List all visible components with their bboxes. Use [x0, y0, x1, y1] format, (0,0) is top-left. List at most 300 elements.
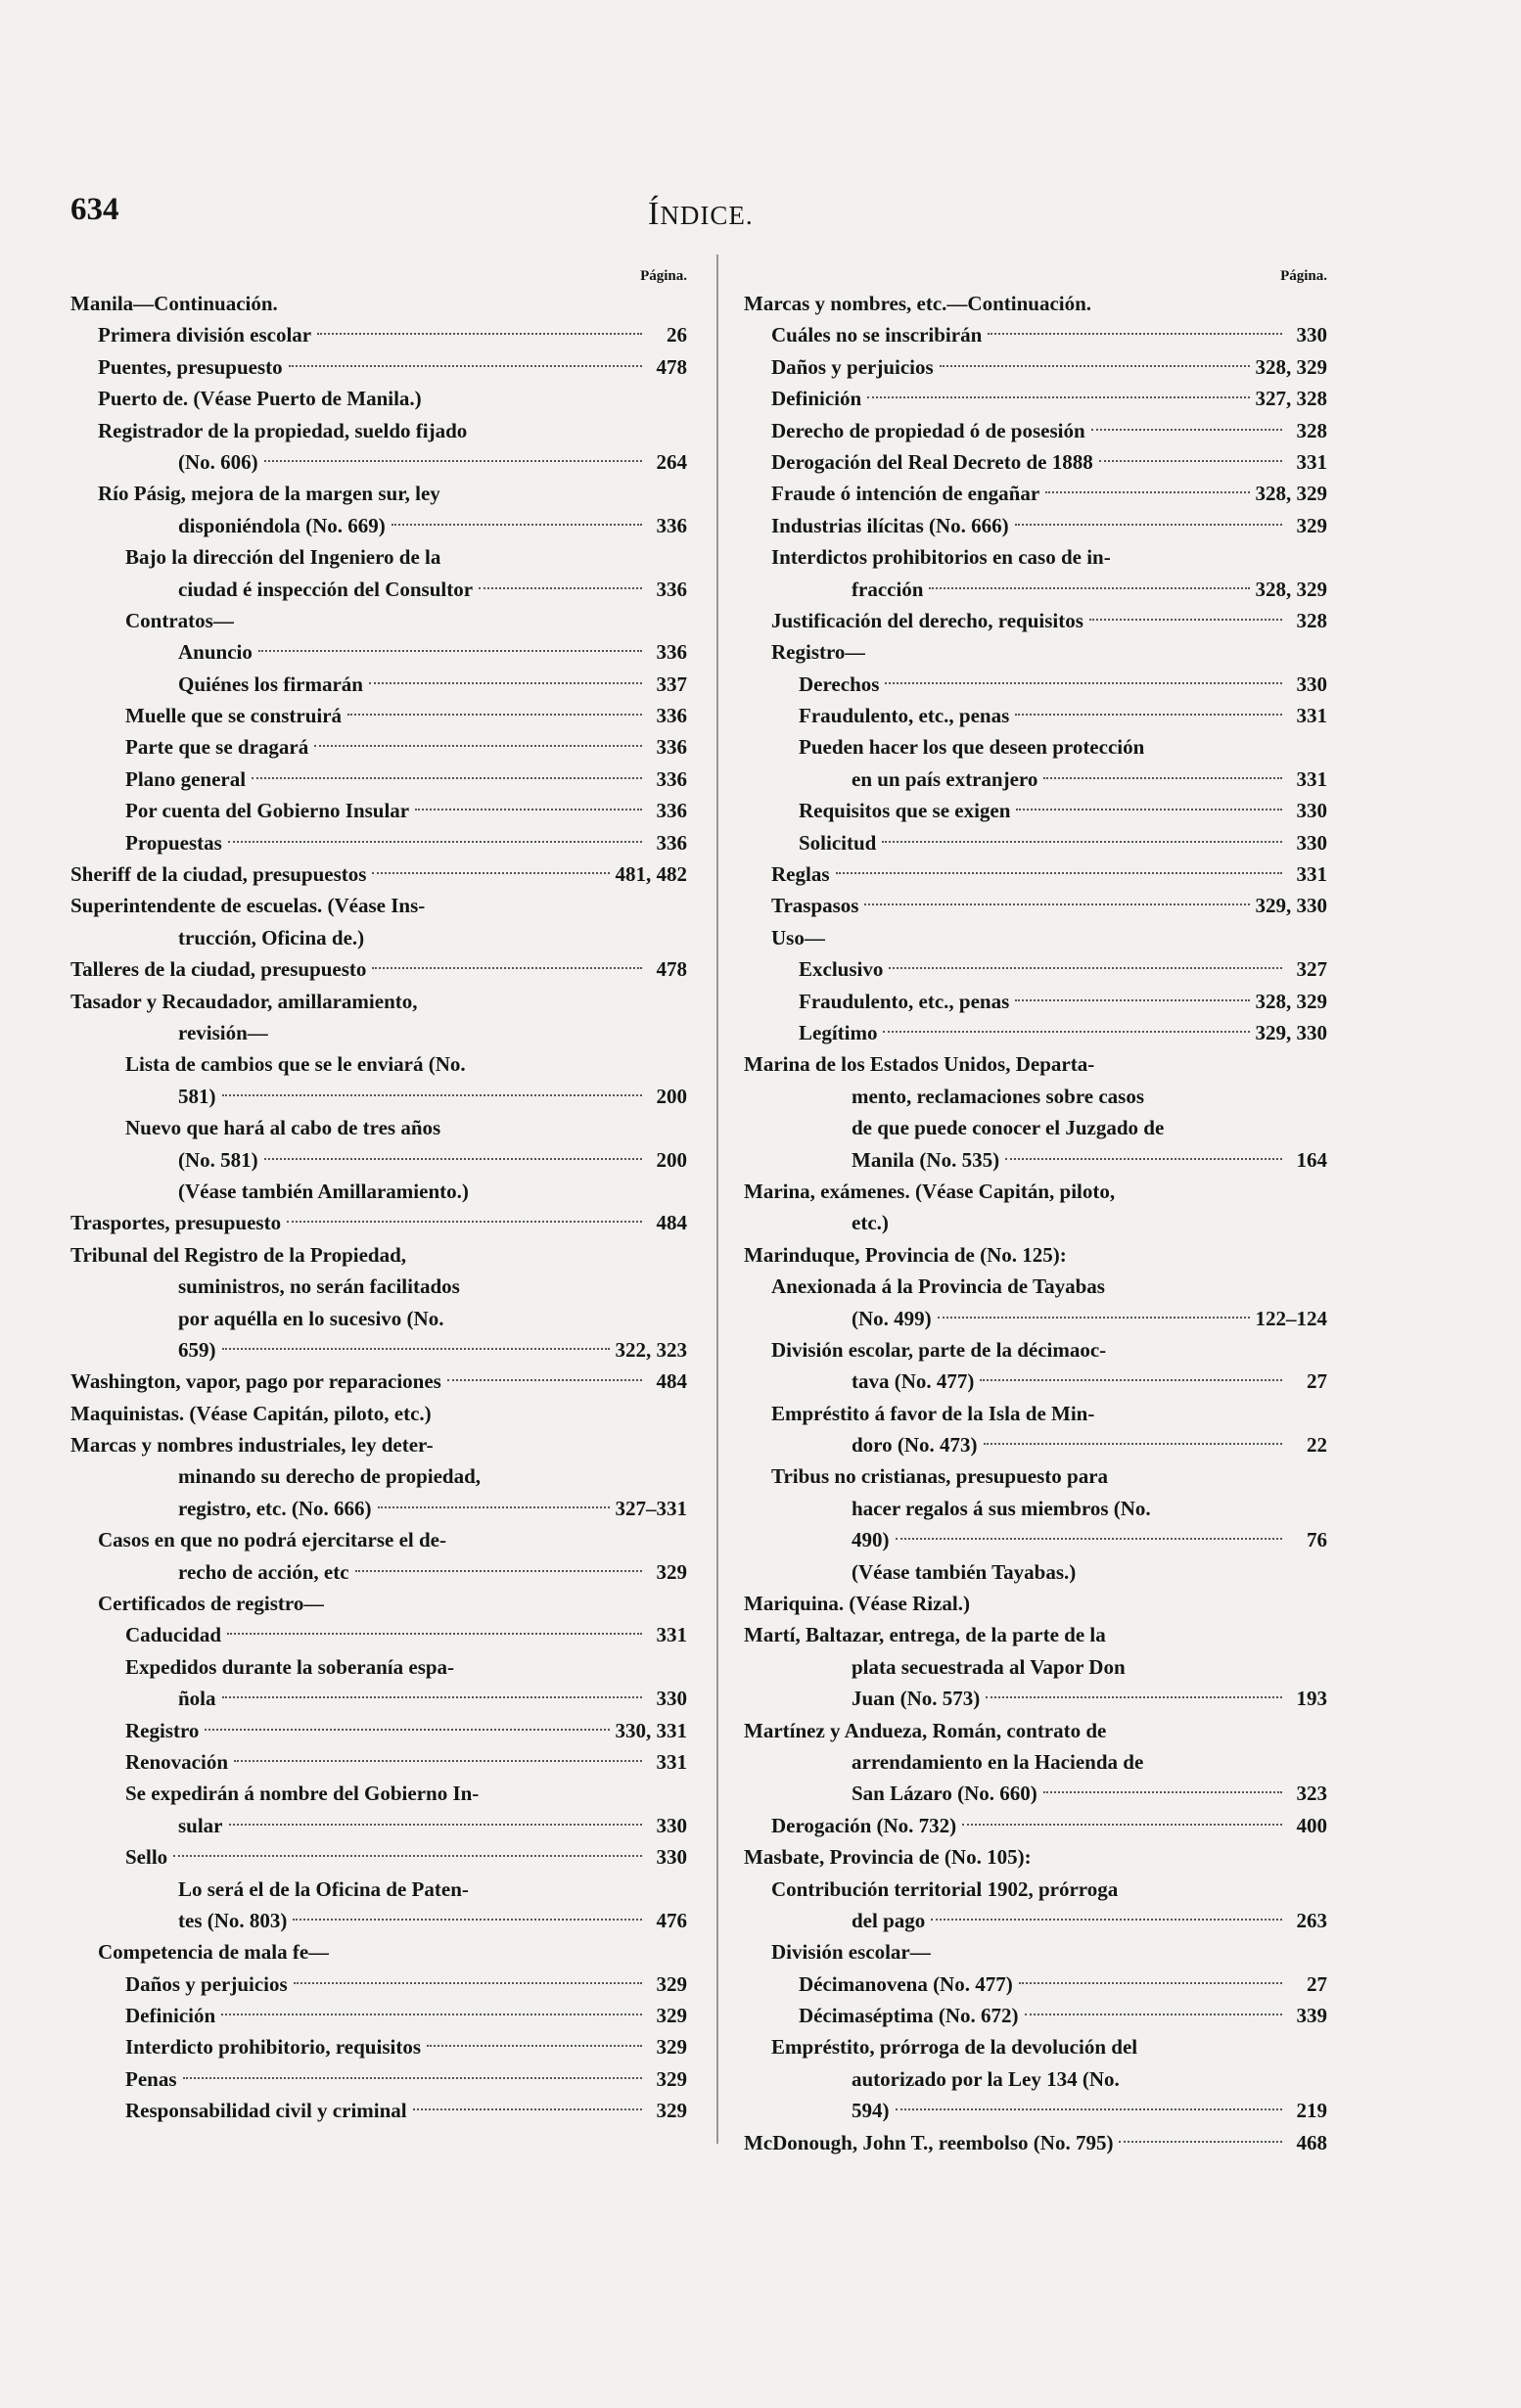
- entry-text: (No. 499): [852, 1306, 932, 1330]
- entry-text: Puentes, presupuesto: [98, 354, 283, 379]
- entry-text: Tribunal del Registro de la Propiedad,: [70, 1242, 407, 1267]
- index-entry: [744, 1841, 1327, 1873]
- index-entry: [70, 1841, 687, 1873]
- left-index-column: [70, 264, 687, 2127]
- index-entry: [70, 1207, 687, 1238]
- dot-leader: [392, 524, 642, 526]
- index-entry: [744, 2000, 1327, 2031]
- entry-page: 484: [656, 1369, 687, 1394]
- title-rest: NDICE.: [660, 201, 754, 230]
- entry-page: 331: [1296, 862, 1327, 887]
- index-entry: [744, 1905, 1327, 1936]
- index-entry: [744, 1683, 1327, 1714]
- entry-text: Lo será el de la Oficina de Paten-: [178, 1876, 469, 1901]
- entry-page: 336: [656, 577, 687, 601]
- entry-text: (No. 606): [178, 449, 258, 474]
- entry-text: trucción, Oficina de.): [178, 925, 365, 949]
- index-entry: [70, 510, 687, 541]
- entry-text: etc.): [852, 1211, 889, 1235]
- entry-text: 490): [852, 1528, 890, 1552]
- dot-leader: [347, 714, 642, 716]
- entry-page: 339: [1296, 2004, 1327, 2028]
- dot-leader: [940, 365, 1250, 367]
- index-entry: [744, 731, 1327, 763]
- index-entry: [744, 1619, 1327, 1650]
- dot-leader: [413, 2108, 642, 2110]
- index-entry: [744, 541, 1327, 573]
- index-entry: [70, 764, 687, 795]
- index-entry: [70, 1588, 687, 1619]
- index-entry: [70, 1081, 687, 1112]
- dot-leader: [1015, 524, 1282, 526]
- dot-leader: [882, 841, 1282, 843]
- index-entry: [70, 1366, 687, 1397]
- column-header-pagina: Página.: [640, 268, 687, 284]
- index-entry: [744, 1048, 1327, 1080]
- entry-text: Derogación del Real Decreto de 1888: [771, 449, 1093, 474]
- index-entry: [70, 731, 687, 763]
- dot-leader: [221, 2014, 642, 2015]
- index-entry: [744, 1144, 1327, 1176]
- entry-page: 27: [1307, 1369, 1327, 1394]
- entry-text: Renovación: [125, 1749, 228, 1774]
- entry-page: 478: [656, 354, 687, 379]
- entry-page: 329: [656, 2066, 687, 2091]
- index-entry: [70, 795, 687, 826]
- entry-page: 331: [1296, 449, 1327, 474]
- entry-page: 329: [656, 2004, 687, 2028]
- entry-text: Trasportes, presupuesto: [70, 1211, 282, 1235]
- dot-leader: [222, 1094, 643, 1096]
- index-entry: [70, 1271, 687, 1302]
- index-entry: [70, 1715, 687, 1746]
- entry-text: Cuáles no se inscribirán: [771, 323, 983, 347]
- index-entry: [744, 478, 1327, 509]
- index-entry: [744, 764, 1327, 795]
- dot-leader: [867, 396, 1249, 398]
- index-entry: [70, 1778, 687, 1809]
- entry-text: Washington, vapor, pago por reparaciones: [70, 1369, 441, 1394]
- dot-leader: [264, 1158, 642, 1160]
- entry-page: 329: [656, 1971, 687, 1996]
- index-entry: [744, 1398, 1327, 1429]
- index-entry: [744, 351, 1327, 383]
- dot-leader: [294, 1982, 642, 1984]
- entry-text: tava (No. 477): [852, 1369, 975, 1394]
- entry-page: 468: [1296, 2130, 1327, 2154]
- index-entry: [70, 953, 687, 985]
- entry-page: 330: [656, 1687, 687, 1711]
- dot-leader: [883, 1031, 1249, 1033]
- entry-text: Lista de cambios que se le enviará (No.: [125, 1052, 466, 1077]
- entry-page: 478: [656, 957, 687, 982]
- entry-text: sular: [178, 1813, 223, 1837]
- entry-text: Fraude ó intención de engañar: [771, 482, 1040, 506]
- dot-leader: [222, 1348, 610, 1350]
- index-entry: [744, 1017, 1327, 1048]
- entry-text: Masbate, Provincia de (No. 105):: [744, 1845, 1032, 1870]
- index-entry: [70, 700, 687, 731]
- entry-text: arrendamiento en la Hacienda de: [852, 1749, 1144, 1774]
- entry-text: Décimanovena (No. 477): [799, 1971, 1013, 1996]
- entry-text: Contribución territorial 1902, prórroga: [771, 1876, 1119, 1901]
- index-entry: [744, 1936, 1327, 1968]
- page-number: 634: [70, 192, 119, 227]
- entry-page: 481, 482: [615, 862, 687, 887]
- index-entry: [70, 1493, 687, 1524]
- index-entry: [744, 1176, 1327, 1207]
- entry-text: Martínez y Andueza, Román, contrato de: [744, 1718, 1107, 1742]
- dot-leader: [1015, 999, 1249, 1001]
- entry-page: 330, 331: [615, 1718, 687, 1742]
- index-entry: [744, 1746, 1327, 1778]
- index-entry: [744, 2127, 1327, 2158]
- entry-page: 327, 328: [1255, 387, 1327, 411]
- dot-leader: [1019, 1982, 1282, 1984]
- entry-text: ciudad é inspección del Consultor: [178, 577, 474, 601]
- entry-page: 22: [1307, 1433, 1327, 1458]
- entry-page: 323: [1296, 1782, 1327, 1806]
- dot-leader: [1043, 1791, 1282, 1793]
- entry-text: Nuevo que hará al cabo de tres años: [125, 1116, 441, 1140]
- dot-leader: [252, 777, 642, 779]
- index-entry: [70, 1144, 687, 1176]
- index-entry: [744, 383, 1327, 414]
- dot-leader: [229, 1824, 642, 1826]
- entry-text: autorizado por la Ley 134 (No.: [852, 2066, 1120, 2091]
- index-entry: [70, 2063, 687, 2095]
- dot-leader: [931, 1919, 1282, 1921]
- index-entry: [744, 1651, 1327, 1683]
- entry-text: Requisitos que se exigen: [799, 799, 1011, 823]
- entry-text: Propuestas: [125, 830, 222, 855]
- index-entry: [70, 351, 687, 383]
- entry-text: Contratos—: [125, 608, 234, 632]
- dot-leader: [1025, 2014, 1282, 2015]
- index-entry: [744, 574, 1327, 605]
- entry-page: 336: [656, 513, 687, 537]
- entry-text: Anexionada á la Provincia de Tayabas: [771, 1274, 1105, 1299]
- page-header: [70, 192, 1294, 241]
- index-entry: [744, 446, 1327, 478]
- entry-page: 322, 323: [615, 1337, 687, 1362]
- entry-text: Primera división escolar: [98, 323, 312, 347]
- entry-page: 330: [1296, 830, 1327, 855]
- entry-page: 400: [1296, 1813, 1327, 1837]
- index-entry: [70, 1017, 687, 1048]
- index-entry: [70, 1303, 687, 1334]
- dot-leader: [1005, 1158, 1282, 1160]
- entry-page: 331: [1296, 766, 1327, 791]
- dot-leader: [929, 587, 1249, 589]
- entry-text: Bajo la dirección del Ingeniero de la: [125, 545, 441, 570]
- entry-text: minando su derecho de propiedad,: [178, 1464, 482, 1489]
- entry-text: Registrador de la propiedad, sueldo fijado: [98, 418, 468, 442]
- entry-text: Marinduque, Provincia de (No. 125):: [744, 1242, 1067, 1267]
- entry-page: 329: [656, 2099, 687, 2123]
- entry-page: 27: [1307, 1971, 1327, 1996]
- entry-page: 219: [1296, 2099, 1327, 2123]
- entry-page: 76: [1307, 1528, 1327, 1552]
- dot-leader: [447, 1379, 642, 1381]
- entry-page: 200: [656, 1147, 687, 1172]
- dot-leader: [1016, 809, 1282, 810]
- page-title: [648, 196, 754, 233]
- entry-page: 329: [656, 2035, 687, 2060]
- entry-text: Manila—Continuación.: [70, 292, 278, 315]
- entry-text: ñola: [178, 1687, 216, 1711]
- index-entry: [744, 700, 1327, 731]
- index-entry: [70, 1651, 687, 1683]
- entry-text: Marcas y nombres industriales, ley deter-: [70, 1433, 434, 1458]
- dot-leader: [264, 460, 642, 462]
- entry-text: Exclusivo: [799, 957, 884, 982]
- dot-leader: [1089, 619, 1282, 621]
- entry-text: Derechos: [799, 671, 880, 696]
- index-entry: [70, 1810, 687, 1841]
- index-entry: [744, 986, 1327, 1017]
- dot-leader: [289, 365, 642, 367]
- dot-leader: [988, 333, 1282, 335]
- index-entry: [70, 1398, 687, 1429]
- index-entry: [744, 1207, 1327, 1238]
- entry-text: Martí, Baltazar, entrega, de la parte de la: [744, 1623, 1106, 1647]
- right-index-column: [744, 264, 1327, 2158]
- dot-leader: [205, 1729, 609, 1731]
- dot-leader: [183, 2077, 643, 2079]
- index-entry: [70, 1874, 687, 1905]
- index-entry: [744, 1239, 1327, 1271]
- entry-text: Registro: [125, 1718, 200, 1742]
- entry-text: Uso—: [771, 925, 825, 949]
- entry-page: 476: [656, 1908, 687, 1932]
- index-entry: [744, 1715, 1327, 1746]
- index-entry: [744, 1778, 1327, 1809]
- index-entry: [744, 415, 1327, 446]
- column-divider: [716, 255, 718, 2144]
- dot-leader: [293, 1919, 642, 1921]
- entry-text: revisión—: [178, 1020, 268, 1044]
- entry-text: Legítimo: [799, 1020, 878, 1044]
- entry-text: Pueden hacer los que deseen protección: [799, 735, 1145, 760]
- index-entry: [70, 541, 687, 573]
- entry-text: Industrias ilícitas (No. 666): [771, 513, 1009, 537]
- dot-leader: [885, 682, 1282, 684]
- entry-text: Derecho de propiedad ó de posesión: [771, 418, 1085, 442]
- entry-text: Sello: [125, 1845, 168, 1870]
- index-entry: [744, 1366, 1327, 1397]
- dot-leader: [1099, 460, 1282, 462]
- index-entry: [70, 858, 687, 890]
- index-lines: [744, 288, 1327, 2158]
- index-entry: [70, 1968, 687, 2000]
- entry-page: 329: [1296, 513, 1327, 537]
- index-entry: [744, 827, 1327, 858]
- index-entry: [70, 669, 687, 700]
- entry-text: Empréstito, prórroga de la devolución del: [771, 2035, 1138, 2060]
- dot-leader: [864, 903, 1249, 905]
- dot-leader: [372, 872, 609, 874]
- entry-text: Muelle que se construirá: [125, 704, 343, 728]
- index-entry: [744, 288, 1327, 319]
- entry-page: 484: [656, 1211, 687, 1235]
- entry-text: Responsabilidad civil y criminal: [125, 2099, 407, 2123]
- dot-leader: [258, 650, 642, 652]
- entry-text: Empréstito á favor de la Isla de Min-: [771, 1401, 1095, 1425]
- entry-page: 337: [656, 671, 687, 696]
- dot-leader: [227, 1633, 642, 1635]
- entry-page: 164: [1296, 1147, 1327, 1172]
- entry-text: Mariquina. (Véase Rizal.): [744, 1592, 970, 1616]
- dot-leader: [173, 1855, 642, 1857]
- entry-page: 331: [656, 1749, 687, 1774]
- index-entry: [70, 1905, 687, 1936]
- dot-leader: [986, 1696, 1282, 1698]
- entry-page: 327–331: [615, 1496, 687, 1520]
- entry-text: Reglas: [771, 862, 830, 887]
- entry-page: 336: [656, 766, 687, 791]
- index-entry: [744, 636, 1327, 668]
- entry-text: Derogación (No. 732): [771, 1813, 957, 1837]
- index-entry: [744, 2031, 1327, 2062]
- index-entry: [70, 2095, 687, 2126]
- entry-text: Interdictos prohibitorios en caso de in-: [771, 545, 1111, 570]
- index-entry: [744, 1524, 1327, 1555]
- entry-text: del pago: [852, 1908, 926, 1932]
- column-header-pagina: Página.: [1280, 268, 1327, 284]
- entry-page: 329, 330: [1255, 1020, 1327, 1044]
- dot-leader: [1119, 2141, 1282, 2143]
- title-initial: Í: [648, 196, 661, 232]
- entry-page: 26: [667, 323, 687, 347]
- dot-leader: [372, 967, 642, 969]
- dot-leader: [287, 1221, 642, 1223]
- dot-leader: [427, 2045, 642, 2047]
- index-entry: [744, 1081, 1327, 1112]
- dot-leader: [836, 872, 1283, 874]
- index-entry: [744, 953, 1327, 985]
- entry-text: Penas: [125, 2066, 177, 2091]
- entry-text: 659): [178, 1337, 216, 1362]
- entry-page: 328, 329: [1255, 577, 1327, 601]
- entry-page: 330: [656, 1845, 687, 1870]
- index-entry: [70, 415, 687, 446]
- index-entry: [744, 2063, 1327, 2095]
- index-entry: [744, 1588, 1327, 1619]
- entry-page: 263: [1296, 1908, 1327, 1932]
- index-entry: [744, 858, 1327, 890]
- index-entry: [70, 288, 687, 319]
- entry-text: Tribus no cristianas, presupuesto para: [771, 1464, 1109, 1489]
- entry-text: Sheriff de la ciudad, presupuestos: [70, 862, 367, 887]
- index-entry: [70, 1334, 687, 1366]
- index-entry: [744, 1429, 1327, 1460]
- entry-text: 594): [852, 2099, 890, 2123]
- dot-leader: [369, 682, 642, 684]
- index-entry: [744, 1334, 1327, 1366]
- index-entry: [744, 1303, 1327, 1334]
- index-entry: [744, 669, 1327, 700]
- entry-text: plata secuestrada al Vapor Don: [852, 1654, 1126, 1679]
- dot-leader: [896, 1538, 1283, 1540]
- index-entry: [70, 1524, 687, 1555]
- index-entry: [70, 2031, 687, 2062]
- index-entry: [70, 922, 687, 953]
- entry-text: Fraudulento, etc., penas: [799, 704, 1010, 728]
- entry-text: Parte que se dragará: [125, 735, 309, 760]
- entry-text: tes (No. 803): [178, 1908, 288, 1932]
- entry-text: por aquélla en lo sucesivo (No.: [178, 1306, 444, 1330]
- entry-page: 330: [1296, 671, 1327, 696]
- index-entry: [70, 1619, 687, 1650]
- entry-text: División escolar—: [771, 1940, 931, 1965]
- entry-page: 336: [656, 799, 687, 823]
- index-entry: [744, 2095, 1327, 2126]
- dot-leader: [234, 1760, 642, 1762]
- entry-text: (No. 581): [178, 1147, 258, 1172]
- index-entry: [70, 1936, 687, 1968]
- entry-text: hacer regalos á sus miembros (No.: [852, 1496, 1151, 1520]
- entry-text: Plano general: [125, 766, 247, 791]
- index-entry: [744, 1493, 1327, 1524]
- entry-text: Interdicto prohibitorio, requisitos: [125, 2035, 421, 2060]
- entry-text: Marina, exámenes. (Véase Capitán, piloto,: [744, 1179, 1116, 1203]
- entry-text: División escolar, parte de la décimaoc-: [771, 1337, 1107, 1362]
- index-entry: [744, 795, 1327, 826]
- entry-text: de que puede conocer el Juzgado de: [852, 1116, 1165, 1140]
- entry-text: Definición: [125, 2004, 216, 2028]
- entry-text: Daños y perjuicios: [771, 354, 934, 379]
- dot-leader: [415, 809, 642, 810]
- dot-leader: [896, 2108, 1283, 2110]
- entry-text: Río Pásig, mejora de la margen sur, ley: [98, 482, 440, 506]
- entry-text: Maquinistas. (Véase Capitán, piloto, etc.): [70, 1401, 432, 1425]
- dot-leader: [222, 1696, 642, 1698]
- index-entry: [744, 890, 1327, 921]
- entry-page: 329: [656, 1559, 687, 1584]
- entry-text: McDonough, John T., reembolso (No. 795): [744, 2130, 1114, 2154]
- entry-text: fracción: [852, 577, 924, 601]
- entry-text: Registro—: [771, 640, 866, 665]
- dot-leader: [1015, 714, 1282, 716]
- index-entry: [70, 636, 687, 668]
- index-entry: [70, 890, 687, 921]
- index-entry: [70, 986, 687, 1017]
- entry-page: 122–124: [1255, 1306, 1327, 1330]
- index-entry: [744, 1874, 1327, 1905]
- entry-text: Anuncio: [178, 640, 253, 665]
- index-entry: [70, 574, 687, 605]
- index-entry: [70, 1683, 687, 1714]
- entry-text: Marina de los Estados Unidos, Departa-: [744, 1052, 1095, 1077]
- index-entry: [70, 1112, 687, 1143]
- entry-page: 330: [1296, 799, 1327, 823]
- index-entry: [744, 1968, 1327, 2000]
- entry-text: Puerto de. (Véase Puerto de Manila.): [98, 387, 422, 411]
- entry-text: (Véase también Amillaramiento.): [178, 1179, 469, 1203]
- entry-text: Marcas y nombres, etc.—Continuación.: [744, 292, 1092, 315]
- dot-leader: [980, 1379, 1282, 1381]
- dot-leader: [1043, 777, 1282, 779]
- index-entry: [744, 510, 1327, 541]
- index-entry: [744, 605, 1327, 636]
- index-entry: [70, 2000, 687, 2031]
- entry-page: 327: [1296, 957, 1327, 982]
- index-entry: [744, 1271, 1327, 1302]
- dot-leader: [355, 1570, 642, 1572]
- dot-leader: [984, 1443, 1282, 1445]
- entry-text: Quiénes los firmarán: [178, 671, 363, 696]
